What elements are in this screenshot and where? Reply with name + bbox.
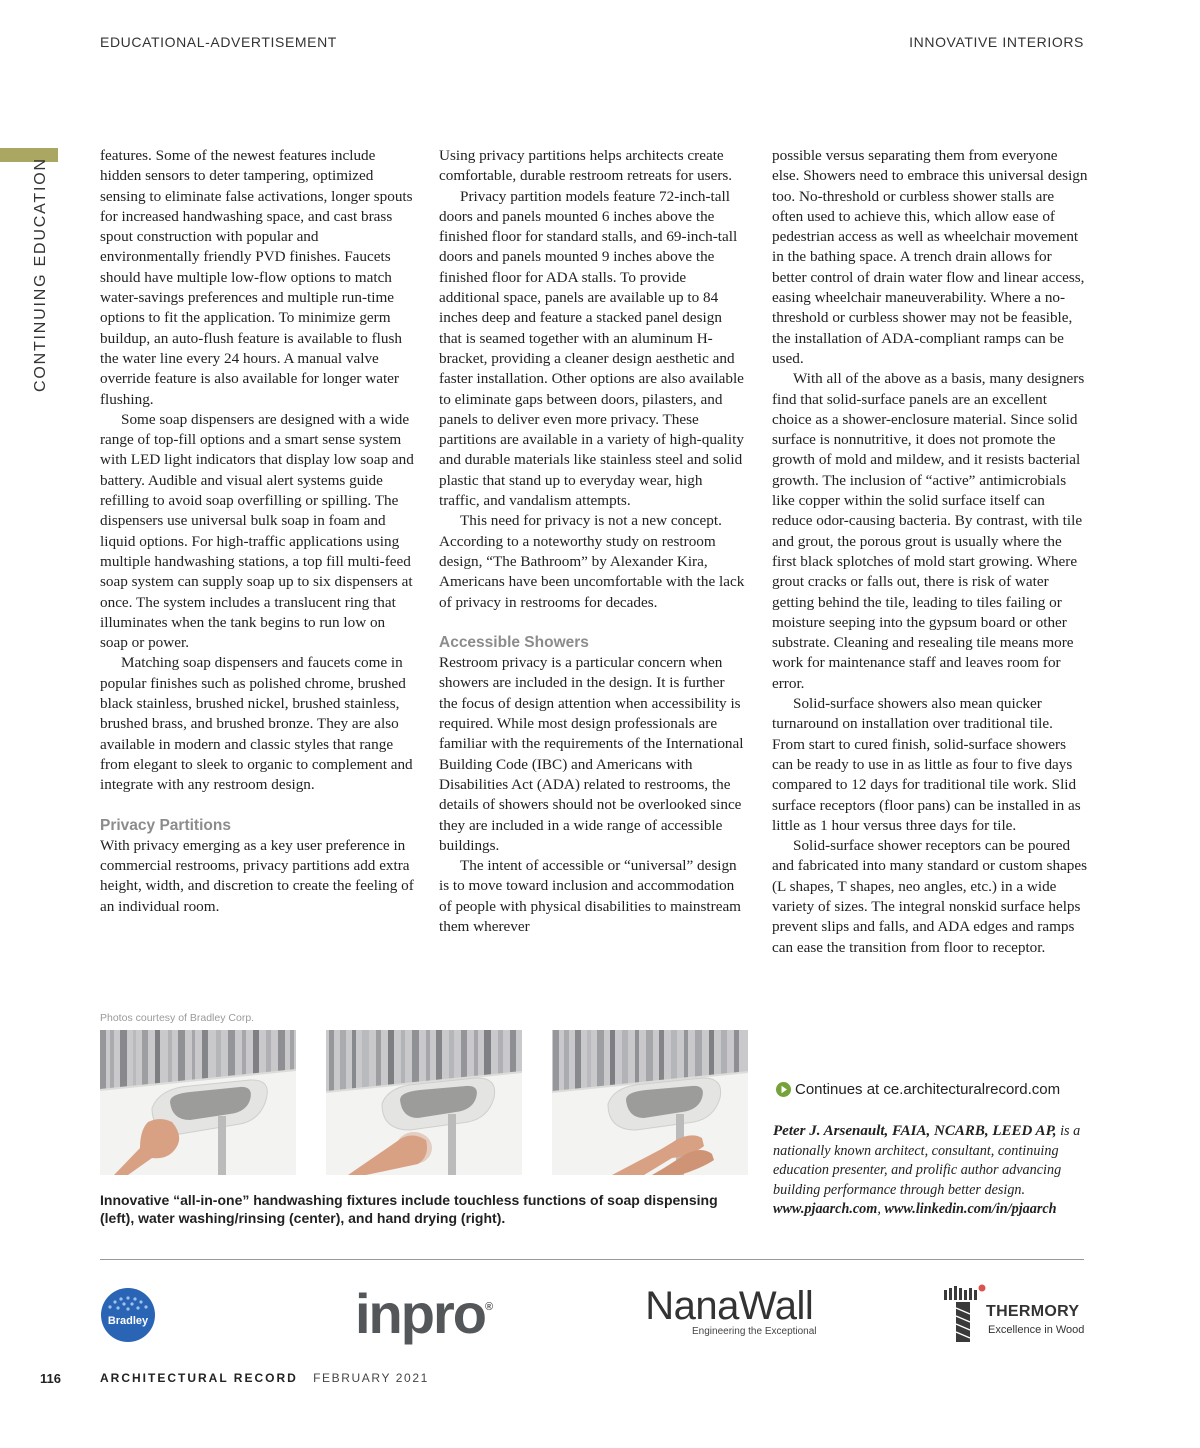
continues-link-text[interactable]: Continues at ce.architecturalrecord.com [795,1081,1061,1098]
paragraph: This need for privacy is not a new concept. According to a noteworthy study on restroom design, “The Bathroom” by Alexander Kira, Americans have been uncomfortable with the lack of privacy in restrooms for decades. [439,512,745,611]
nanawall-tagline: Engineering the Exceptional [692,1326,817,1337]
paragraph: Matching soap dispensers and faucets come in popular finishes such as polished chrome, brushed black stainless, brushed nickel, brushed stainless, brushed brass, and brushed bronze. They are also available in modern and classic styles that range from elegant to sleek to organic to complement and integrate with any restroom design. [100,654,413,794]
bradley-logo [100,1287,156,1343]
paragraph: Some soap dispensers are designed with a wide range of top-fill options and a smart sense system with LED light indicators that display low soap and battery. Audible and visual alert systems guide refilling to avoid soap overfilling or spilling. The dispensers use universal bulk soap in foam and liquid options. For high-traffic applications using multiple handwashing stations, a top fill multi-feed soap system can supply soap up to six dispensers at once. The system includes a translucent ring that illuminates when the tank begins to run low on soap or power. [100,410,414,652]
paragraph: The intent of accessible or “universal” design is to move toward inclusion and accommodation of people with physical disabilities to mainstream them wherever [439,857,741,935]
bradley-logo-text: Bradley [107,1315,149,1327]
photo-water-washing [326,1030,522,1175]
paragraph: Solid-surface showers also mean quicker turnaround on installation over traditional tile. From start to cured finish, solid-surface showers can be ready to use in as little as four to five days compared to 12 days for traditional tile work. Slid surface receptors (floor pans) can be installed in as little as 1 hour versus three days for tile. [772,695,1081,834]
issue-date: FEBRUARY 2021 [313,1371,429,1385]
author-website-link[interactable]: www.pjaarch.com [773,1201,878,1217]
inpro-registered-mark: ® [484,1301,494,1313]
author-linkedin-link[interactable]: www.linkedin.com/in/pjaarch [884,1201,1057,1217]
continues-link[interactable] [776,1081,1060,1098]
thermory-logo [942,1284,1092,1344]
paragraph: Solid-surface shower receptors can be poured and fabricated into many standard or custom shapes (L shapes, T shapes, neo angles, etc.) in a wide variety of sizes. The integral nonskid surface helps prevent slips and falls, and ADA edges and ramps can ease the transition from floor to receptor. [772,837,1088,956]
paragraph: possible versus separating them from everyone else. Showers need to embrace this universal design too. No-threshold or curbless shower stalls are often used to achieve this, which allow ease of pedestrian access as well as wheelchair movement in the bathing space. A trench drain allows for better control of drain water flow and linear access, easing wheelchair maneuverability. Where a no-threshold or curbless shower may not be feasible, the installation of ADA-compliant ramps can be used. [772,147,1088,367]
section-heading-privacy: Privacy Partitions [100,816,231,834]
section-heading-showers: Accessible Showers [439,633,589,651]
paragraph: Restroom privacy is a particular concern when showers are included in the design. It is further the focus of design attention when accessibility is required. While most design professionals are familiar with the requirements of the International Building Code (IBC) and Americans with Disabilities Act (ADA) related to restrooms, the details of showers should not be overlooked since they are included in a wide range of accessible buildings. [439,654,744,854]
footer-publication [100,1371,429,1385]
photo-caption: Innovative “all-in-one” handwashing fixtures include touchless functions of soap dispensing (left), water washing/rinsing (center), and hand drying (right). [100,1192,718,1226]
paragraph: With all of the above as a basis, many designers find that solid-surface panels are an excellent choice as a shower-enclosure material. Since solid surface is nonnutritive, it does not promote the growth of mold and mildew, and it resists bacterial growth. The inclusion of “active” antimicrobials like copper within the solid surface itself can reduce odor-causing bacteria. By contrast, with tile and grout, the porous grout is usually where the first black splotches of mold start growing. Where grout cracks or falls out, there is risk of water getting behind the tile, leading to tiles failing or moisture seeping into the gypsum board or other substrate. Cleaning and resealing tile means more work for maintenance staff and leaves room for error. [772,370,1085,692]
article-column-1 [100,146,415,917]
nanawall-logo-text: NanaWall [645,1284,814,1328]
header-topic-label: INNOVATIVE INTERIORS [909,34,1084,50]
author-description: is a nationally known architect, consultant, continuing education presenter, and prolific author advancing building performance through better design. [773,1123,1081,1198]
inpro-logo-text: inpro [355,1282,485,1345]
nanawall-logo [642,1286,817,1337]
author-name: Peter J. Arsenault, FAIA, NCARB, LEED AP, [773,1123,1057,1139]
paragraph: features. Some of the newest features include hidden sensors to deter tampering, optimized sensing to eliminate false activations, longer spouts for increased handwashing space, and cast brass spout construction with popular and environmentally friendly PVD finishes. Faucets should have multiple low-flow options to match water-savings preferences and multiple run-time options to fit the application. To minimize germ buildup, an auto-flush feature is available to flush the water line every 24 hours. A manual valve override feature is also available for longer water flushing. [100,147,413,408]
link-separator: , [877,1201,881,1217]
photo-soap-dispensing [100,1030,296,1175]
header-section-label: EDUCATIONAL-ADVERTISEMENT [100,34,337,50]
author-bio [773,1122,1093,1220]
inpro-logo [355,1281,493,1346]
photo-credit: Photos courtesy of Bradley Corp. [100,1012,255,1024]
thermory-tagline: Excellence in Wood [988,1324,1085,1336]
paragraph: With privacy emerging as a key user preference in commercial restrooms, privacy partitions add extra height, width, and discretion to create the feeling of an individual room. [100,836,414,915]
page-number: 116 [40,1371,61,1386]
paragraph: Privacy partition models feature 72-inch-tall doors and panels mounted 6 inches above the finished floor for standard stalls, and 69-inch-tall doors and panels mounted 9 inches above the finished floor for ADA stalls. To provide additional space, panels are available up to 84 inches deep and feature a stacked panel design that is seamed together with an aluminum H-bracket, providing a cleaner design aesthetic and faster installation. Other options are also available to eliminate gaps between doors, pilasters, and panels to deliver even more privacy. These partitions are available in a variety of high-quality and durable materials like stainless steel and solid plastic that stand up to everyday wear, high traffic, and vandalism attempts. [439,187,744,510]
play-arrow-icon [776,1082,791,1097]
paragraph: Using privacy partitions helps architects create comfortable, durable restroom retreats for users. [439,147,733,185]
thermory-mark-icon [942,1284,986,1344]
divider [100,1259,1084,1260]
article-column-3 [772,146,1088,958]
magazine-name: ARCHITECTURAL RECORD [100,1371,298,1385]
photo-hand-drying [552,1030,748,1175]
article-column-2 [439,146,745,937]
thermory-logo-text: THERMORY [986,1303,1080,1320]
continuing-education-side-label: CONTINUING EDUCATION [32,157,49,392]
